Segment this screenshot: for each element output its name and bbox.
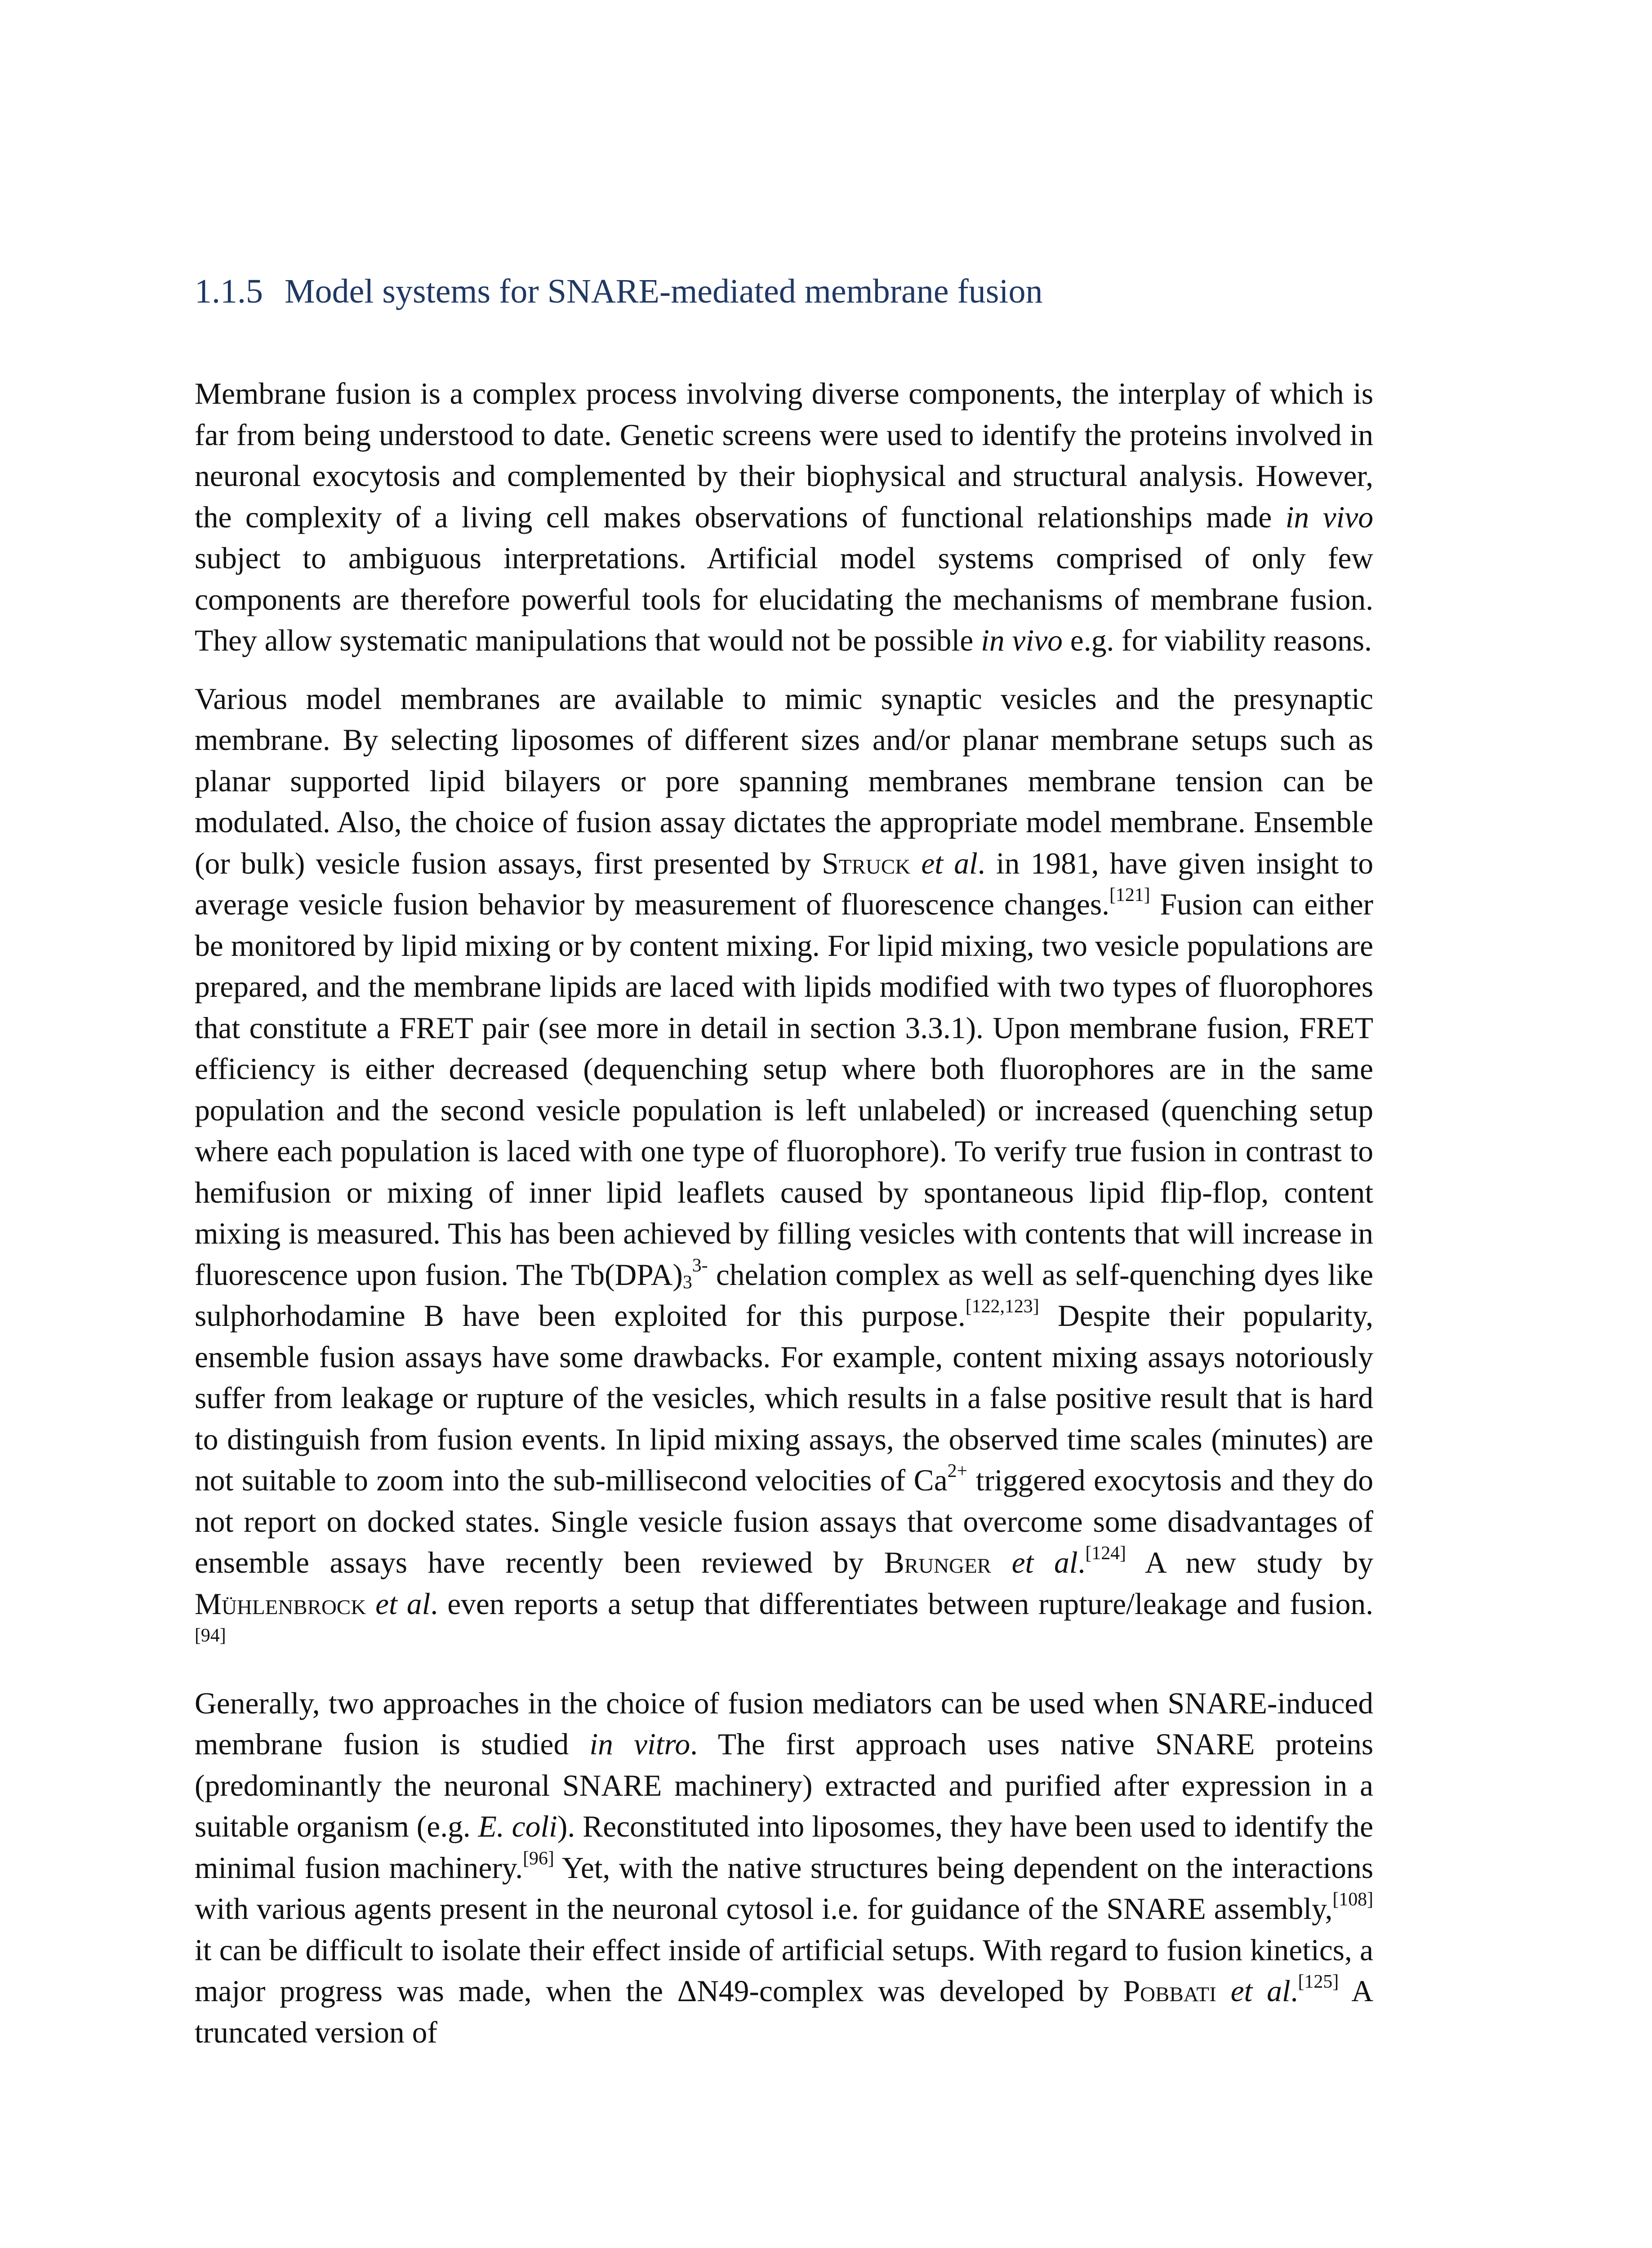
text-run: Various model membranes are available to mimic synaptic vesicles and the presynaptic membrane. By selecting liposomes of different sizes and/or planar membrane setups such as planar supported lipid bilayers or pore spanning membranes membrane tension can be modulated. Also, the choice of fusion assay dictates the appropriate model membrane. Ensemble (or bulk) vesicle fusion assays, first presented by — [195, 682, 1373, 880]
italic-run: et al — [991, 1546, 1078, 1579]
superscript: 2+ — [947, 1460, 968, 1481]
citation: [108] — [1332, 1889, 1373, 1910]
author-name: Struck — [822, 846, 911, 880]
text-run: chelation complex as well as self-quenching dyes like sulphorhodamine B have been exploited for this purpose. — [195, 1258, 1373, 1333]
citation: [121] — [1109, 884, 1150, 905]
italic-run: et al — [366, 1587, 431, 1621]
author-name: Pobbati — [1123, 1974, 1216, 2008]
text-run: . — [1290, 1974, 1298, 2008]
section-heading — [195, 269, 1498, 314]
citation: [94] — [195, 1625, 226, 1646]
text-run: Generally, two approaches in the choice of fusion mediators can be used when SNARE-induced membrane fusion is studied — [195, 1686, 1373, 1761]
text-run: triggered exocytosis and they do not report on docked states. Single vesicle fusion assays that overcome some disadvantages of ensemble assays have recently been reviewed by — [195, 1463, 1373, 1579]
subscript: 3 — [682, 1272, 692, 1293]
text-run: . in 1981, have given insight to average vesicle fusion behavior by measurement of fluorescence changes. — [195, 846, 1373, 921]
text-run: subject to ambiguous interpretations. Artificial model systems comprised of only few components are therefore powerful tools for elucidating the mechanisms of membrane fusion. They allow systematic manipulations that would not be possible — [195, 541, 1373, 657]
body-text — [195, 373, 1373, 2070]
author-name: Mühlenbrock — [195, 1587, 366, 1621]
text-run: Fusion can either be monitored by lipid mixing or by content mixing. For lipid mixing, two vesicle populations are prepared, and the membrane lipids are laced with lipids modified with two types of fluorophores that constitute a FRET pair (see more in detail in section 3.3.1). Upon membrane fusion, FRET efficiency is either decreased (dequenching setup where both fluorophores are in the same population and the second vesicle population is left unlabeled) or increased (quenching setup where each population is laced with one type of fluorophore). To verify true fusion in contrast to hemifusion or mixing of inner lipid leaflets caused by spontaneous lipid flip-flop, content mixing is measured. This has been achieved by filling vesicles with contents that will increase in fluorescence upon fusion. The Tb(DPA) — [195, 888, 1374, 1292]
italic-run: in vitro — [589, 1727, 690, 1761]
italic-run: E. coli — [478, 1810, 557, 1843]
text-run: it can be difficult to isolate their effect inside of artificial setups. With regard to fusion kinetics, a major progress was made, when the ΔN49-complex was developed by — [195, 1933, 1373, 2008]
text-run: . even reports a setup that differentiates between rupture/leakage and fusion. — [430, 1587, 1373, 1621]
paragraph-2 — [195, 678, 1373, 1666]
superscript: 3- — [692, 1255, 708, 1276]
text-run: . The first approach uses native SNARE proteins (predominantly the neuronal SNARE machinery) extracted and purified after expression in a suitable organism (e.g. — [195, 1727, 1374, 1843]
text-run: A truncated version of — [195, 1974, 1374, 2049]
citation: [122,123] — [965, 1296, 1039, 1317]
citation: [124] — [1085, 1543, 1126, 1564]
text-run: Membrane fusion is a complex process involving diverse components, the interplay of which is far from being understood to date. Genetic screens were used to identify the proteins involved in neuronal exocytosis and complemented by their biophysical and structural analysis. However, the complexity of a living cell makes observations of functional relationships made — [195, 377, 1373, 534]
italic-run: et al — [910, 846, 978, 880]
paragraph-3 — [195, 1683, 1373, 2053]
section-number: 1.1.5 — [195, 272, 263, 310]
text-run: Yet, with the native structures being dependent on the interactions with various agents present in the neuronal cytosol i.e. for guidance of the SNARE assembly, — [195, 1851, 1373, 1926]
italic-run: et al — [1216, 1974, 1291, 2008]
italic-run: in vivo — [981, 624, 1063, 657]
text-run: . — [1078, 1546, 1086, 1579]
text-run: e.g. for viability reasons. — [1062, 624, 1372, 657]
text-run: A new study by — [1126, 1546, 1373, 1579]
text-run: Despite their popularity, ensemble fusion assays have some drawbacks. For example, content mixing assays notoriously suffer from leakage or rupture of the vesicles, which results in a false positive result that is hard to distinguish from fusion events. In lipid mixing assays, the observed time scales (minutes) are not suitable to zoom into the sub-millisecond velocities of Ca — [195, 1299, 1374, 1497]
italic-run: in vivo — [1285, 500, 1373, 534]
section-title: Model systems for SNARE-mediated membrane fusion — [285, 272, 1043, 310]
author-name: Brunger — [884, 1546, 992, 1579]
citation: [125] — [1298, 1971, 1339, 1992]
text-run: ). Reconstituted into liposomes, they have been used to identify the minimal fusion machinery. — [195, 1810, 1373, 1885]
citation: [96] — [523, 1848, 554, 1869]
paragraph-1 — [195, 373, 1373, 661]
